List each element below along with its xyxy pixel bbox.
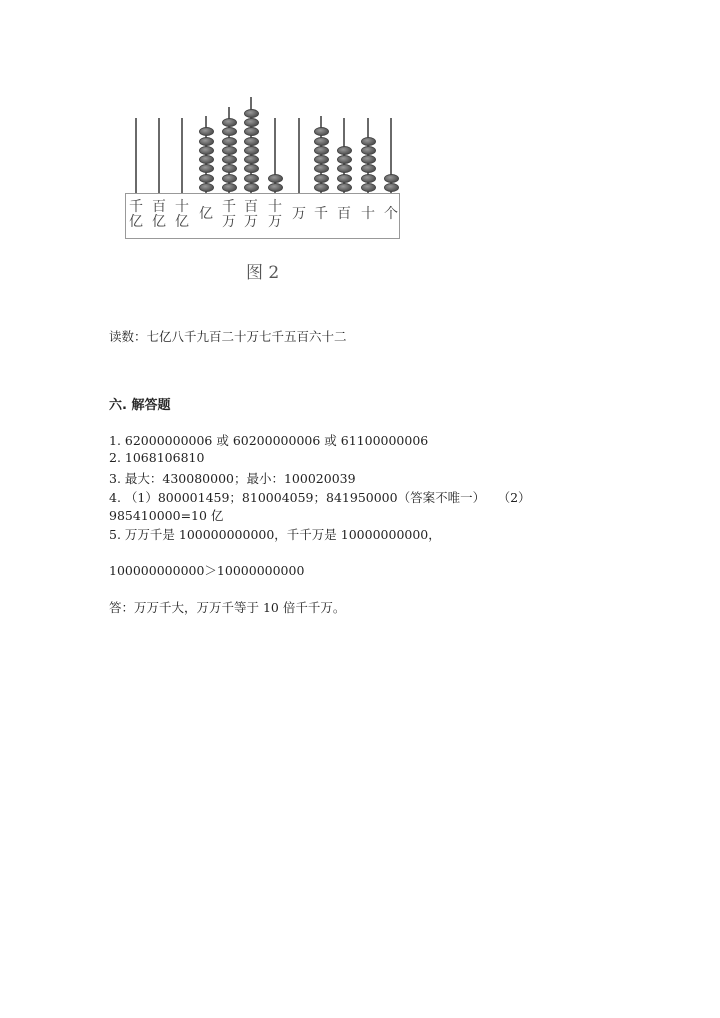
abacus-bead bbox=[361, 155, 376, 164]
reading-text: 读数：七亿八千九百二十万七千五百六十二 bbox=[109, 329, 347, 344]
place-value-label: 千 亿 bbox=[129, 199, 143, 230]
abacus-bead bbox=[337, 164, 352, 173]
abacus-bead bbox=[337, 174, 352, 183]
abacus-bead bbox=[199, 183, 214, 192]
abacus-bead bbox=[244, 146, 259, 155]
place-value-label: 千 万 bbox=[222, 199, 236, 230]
place-value-label: 十 万 bbox=[268, 199, 282, 230]
abacus-bead bbox=[244, 137, 259, 146]
abacus-bead bbox=[314, 155, 329, 164]
place-value-label: 万 bbox=[292, 206, 306, 222]
abacus-bead bbox=[361, 183, 376, 192]
abacus-bead bbox=[199, 127, 214, 136]
abacus-bead bbox=[268, 174, 283, 183]
abacus-bead bbox=[337, 146, 352, 155]
place-value-label: 十 bbox=[361, 206, 375, 222]
abacus-bead bbox=[361, 174, 376, 183]
abacus-bead bbox=[337, 183, 352, 192]
abacus-bead bbox=[244, 183, 259, 192]
abacus-bead bbox=[199, 146, 214, 155]
abacus-bead bbox=[244, 109, 259, 118]
abacus-bead bbox=[314, 183, 329, 192]
abacus-bead bbox=[314, 146, 329, 155]
abacus-bead bbox=[384, 183, 399, 192]
abacus-figure bbox=[118, 90, 408, 250]
abacus-bead bbox=[268, 183, 283, 192]
place-value-label: 百 万 bbox=[244, 199, 258, 230]
abacus-bead bbox=[314, 137, 329, 146]
answer-5: 5. 万万千是 100000000000，千千万是 10000000000， bbox=[109, 527, 441, 542]
abacus-bead bbox=[337, 155, 352, 164]
abacus-bead bbox=[222, 146, 237, 155]
abacus-bead bbox=[222, 164, 237, 173]
abacus-bead bbox=[244, 118, 259, 127]
place-value-label: 千 bbox=[314, 206, 328, 222]
abacus-rod bbox=[181, 118, 183, 193]
abacus-bead bbox=[222, 155, 237, 164]
answer-3: 3. 最大：430080000；最小：100020039 bbox=[109, 471, 356, 486]
abacus-rod bbox=[298, 118, 300, 193]
place-value-label: 百 bbox=[337, 206, 351, 222]
abacus-bead bbox=[199, 137, 214, 146]
abacus-bead bbox=[199, 174, 214, 183]
abacus-bead bbox=[314, 174, 329, 183]
abacus-bead bbox=[199, 155, 214, 164]
place-value-label: 十 亿 bbox=[175, 199, 189, 230]
answer-2: 2. 1068106810 bbox=[109, 450, 205, 465]
abacus-bead bbox=[384, 174, 399, 183]
place-value-label: 个 bbox=[384, 206, 398, 222]
comparison-text: 100000000000＞10000000000 bbox=[109, 563, 305, 578]
abacus-bead bbox=[222, 118, 237, 127]
abacus-bead bbox=[222, 127, 237, 136]
abacus-bead bbox=[314, 164, 329, 173]
answer-1: 1. 62000000006 或 60200000006 或 61100000006 bbox=[109, 433, 429, 448]
figure-caption: 图 2 bbox=[246, 263, 280, 283]
abacus-bead bbox=[244, 174, 259, 183]
abacus-bead bbox=[361, 137, 376, 146]
place-value-label: 百 亿 bbox=[152, 199, 166, 230]
abacus-bead bbox=[314, 127, 329, 136]
abacus-bead bbox=[244, 127, 259, 136]
abacus-bead bbox=[199, 164, 214, 173]
place-value-label: 亿 bbox=[199, 206, 213, 222]
abacus-rod bbox=[135, 118, 137, 193]
abacus-bead bbox=[361, 164, 376, 173]
abacus-bead bbox=[244, 164, 259, 173]
abacus-bead bbox=[361, 146, 376, 155]
abacus-rod bbox=[158, 118, 160, 193]
conclusion-text: 答：万万千大，万万千等于 10 倍千千万。 bbox=[109, 600, 346, 615]
answer-4: 4. （1）800001459；810004059；841950000（答案不唯一） （2） bbox=[109, 490, 531, 505]
answer-4-continued: 985410000=10 亿 bbox=[109, 508, 224, 523]
abacus-bead bbox=[222, 174, 237, 183]
abacus-bead bbox=[222, 137, 237, 146]
abacus-bead bbox=[244, 155, 259, 164]
abacus-bead bbox=[222, 183, 237, 192]
section-title: 六. 解答题 bbox=[109, 398, 171, 413]
